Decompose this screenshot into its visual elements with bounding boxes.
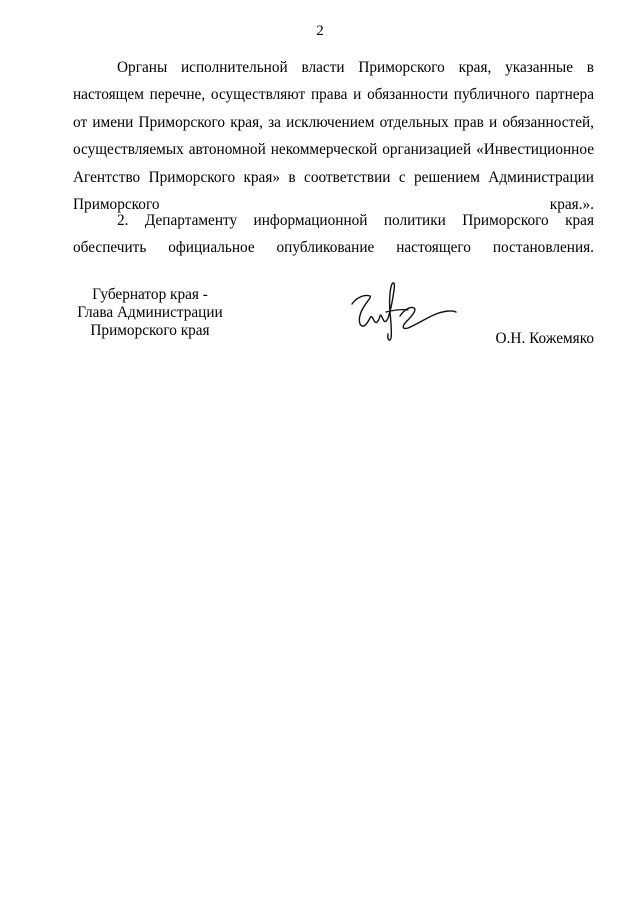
handwritten-signature — [342, 276, 462, 346]
paragraph-1-line-2: настоящем перечне, осуществляют права и обязанности публичного партнера — [73, 86, 594, 104]
paragraph-1-line-5: Агентство Приморского края» в соответствии с решением Администрации — [73, 168, 594, 186]
signatory-title-line-1: Губернатор края - — [92, 286, 208, 303]
paragraph-1-line-4: осуществляемых автономной некоммерческой организацией «Инвестиционное — [73, 141, 594, 159]
signatory-title — [60, 286, 240, 340]
paragraph-1-line-1: Органы исполнительной власти Приморского края, указанные в — [117, 59, 594, 76]
paragraph-1 — [73, 54, 594, 218]
signatory-name: О.Н. Кожемяко — [495, 330, 594, 347]
paragraph-2-line-1: 2. Департаменту информационной политики Приморского края — [117, 212, 594, 229]
signature-block — [0, 282, 640, 372]
page-number: 2 — [316, 23, 324, 39]
paragraph-2 — [73, 207, 594, 262]
paragraph-1-line-3: от имени Приморского края, за исключением отдельных прав и обязанностей, — [73, 113, 594, 131]
signatory-title-line-3: Приморского края — [90, 322, 210, 339]
paragraph-1-line-6: Приморского края.». — [73, 196, 594, 214]
signatory-title-line-2: Глава Администрации — [77, 304, 223, 321]
paragraph-2-line-2: обеспечить официальное опубликование настоящего постановления. — [73, 239, 594, 257]
